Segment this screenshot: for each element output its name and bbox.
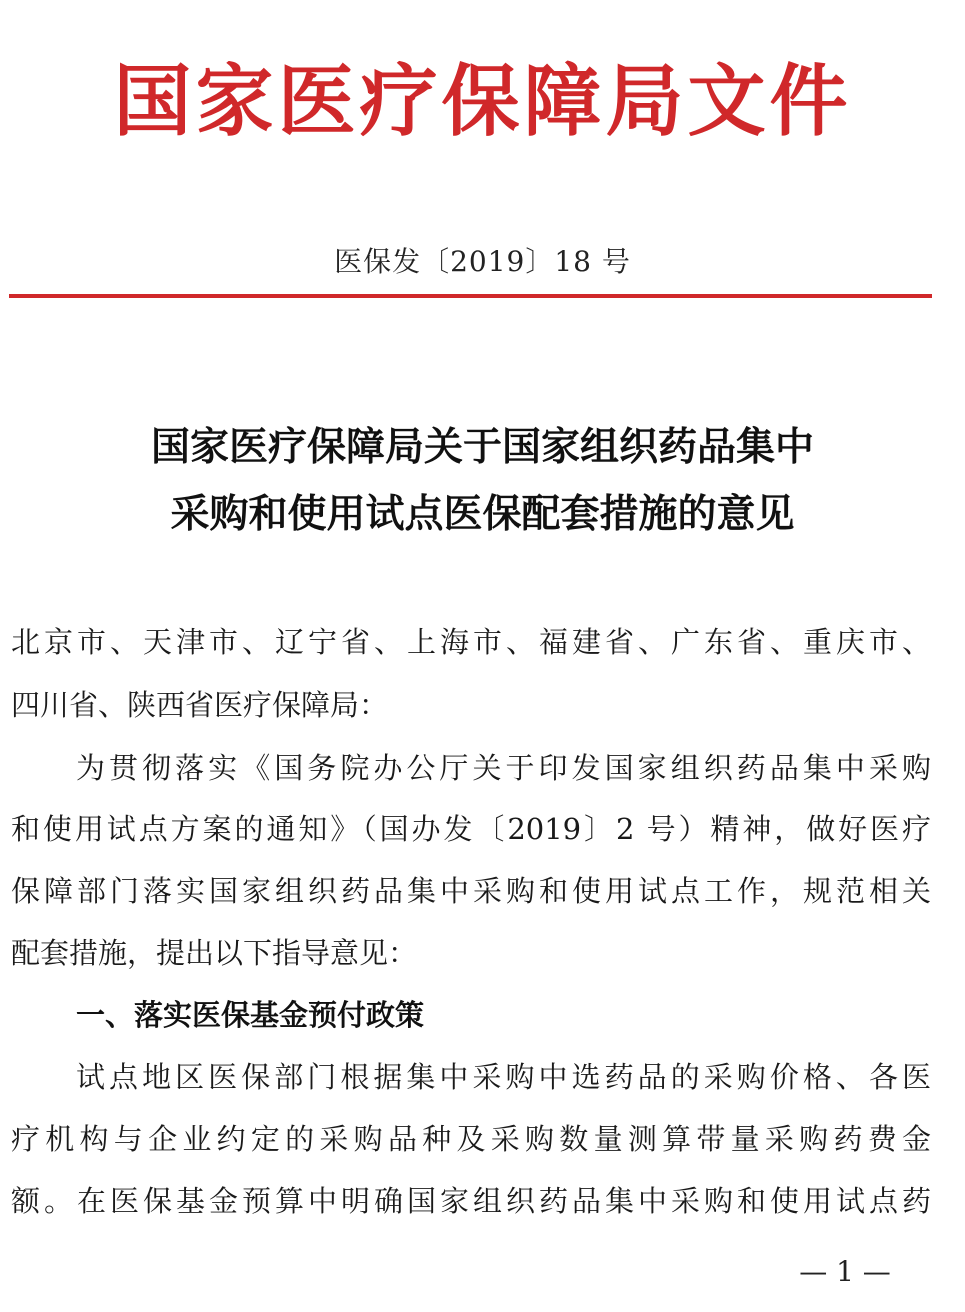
section1-line-1: 试点地区医保部门根据集中采购中选药品的采购价格、各医 [76, 1060, 931, 1094]
document-number: 医保发〔2019〕18 号 [334, 245, 631, 278]
document-title-line-1: 国家医疗保障局关于国家组织药品集中 [150, 425, 814, 470]
section1-line-2: 疗机构与企业约定的采购品种及采购数量测算带量采购药费金 [11, 1122, 931, 1156]
intro-line-4: 配套措施，提出以下指导意见： [11, 936, 418, 970]
masthead-title: 国家医疗保障局文件 [113, 56, 852, 147]
intro-line-1: 为贯彻落实《国务院办公厅关于印发国家组织药品集中采购 [76, 751, 931, 785]
page-number: — 1 — [799, 1255, 891, 1288]
addressee-line-1: 北京市、天津市、辽宁省、上海市、福建省、广东省、重庆市、 [11, 625, 931, 659]
section1-line-3: 额。在医保基金预算中明确国家组织药品集中采购和使用试点药 [11, 1184, 931, 1218]
section-heading-1: 一、落实医保基金预付政策 [76, 998, 425, 1032]
addressee-line-2: 四川省、陕西省医疗保障局： [11, 688, 389, 722]
document-title-line-2: 采购和使用试点医保配套措施的意见 [170, 492, 795, 537]
intro-line-2: 和使用试点方案的通知》（国办发〔2019〕2 号）精神，做好医疗 [11, 812, 931, 846]
intro-line-3: 保障部门落实国家组织药品集中采购和使用试点工作，规范相关 [11, 874, 931, 908]
red-divider [9, 294, 932, 298]
